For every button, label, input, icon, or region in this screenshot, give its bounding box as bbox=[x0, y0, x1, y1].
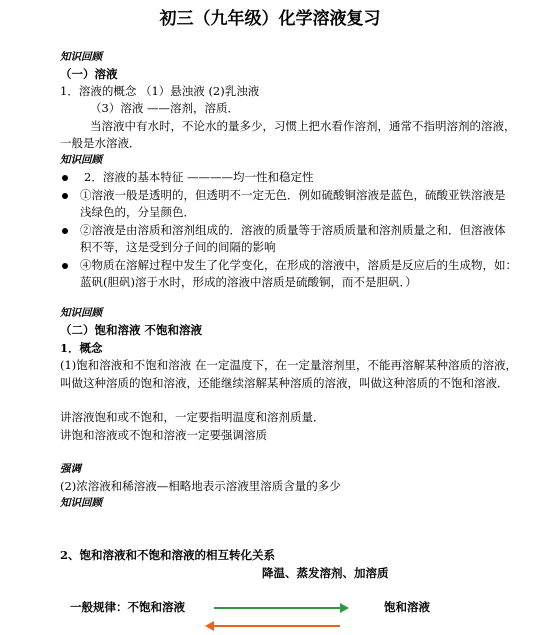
section-label: 知识回顾 bbox=[60, 154, 102, 166]
text-line: 一般是水溶液． bbox=[60, 136, 141, 150]
bullet-text: ④物质在溶解过程中发生了化学变化，在形成的溶液中，溶质是反应后的生成物，如： bbox=[80, 258, 517, 272]
text-line: (1)饱和溶液和不饱和溶液 在一定温度下，在一定量溶剂里，不能再溶解某种溶质的溶液， bbox=[60, 358, 517, 372]
section-heading: 2、饱和溶液和不饱和溶液的相互转化关系 bbox=[60, 548, 275, 562]
bullet-icon bbox=[62, 263, 68, 269]
section-label: 知识回顾 bbox=[60, 51, 102, 63]
text-line: 叫做这种溶质的饱和溶液，还能继续溶解某种溶质的溶液，叫做这种溶质的不饱和溶液． bbox=[60, 376, 509, 390]
state-unsaturated: 一般规律：不饱和溶液 bbox=[70, 600, 185, 614]
section-label: 知识回顾 bbox=[60, 497, 102, 509]
bullet-icon bbox=[62, 175, 68, 181]
section-label: 强调 bbox=[60, 463, 81, 475]
bullet-text: ②溶液是由溶质和溶剂组成的．溶液的质量等于溶质质量和溶剂质量之和．但溶液体 bbox=[80, 223, 506, 237]
text-line: （3）溶液 ——溶剂，溶质． bbox=[90, 101, 239, 115]
bullet-text: 浅绿色的，分呈颜色． bbox=[80, 205, 195, 219]
bullet-text: ①溶液一般是透明的，但透明不一定无色．例如硫酸铜溶液是蓝色，硫酸亚铁溶液是 bbox=[80, 188, 506, 202]
sub-heading: 1．概念 bbox=[60, 341, 103, 355]
section-heading: （二）饱和溶液 不饱和溶液 bbox=[60, 323, 203, 337]
page-title: 初三（九年级）化学溶液复习 bbox=[159, 9, 381, 29]
section-label: 知识回顾 bbox=[60, 307, 102, 319]
text-line: 讲饱和溶液或不饱和溶液一定要强调溶质 bbox=[60, 428, 267, 442]
bullet-icon bbox=[62, 193, 68, 199]
text-line: 1．溶液的概念 （1）悬浊液 (2)乳浊液 bbox=[60, 84, 260, 98]
text-line: (2)浓溶液和稀溶液—相略地表示溶液里溶质含量的多少 bbox=[60, 479, 341, 493]
bullet-icon bbox=[62, 228, 68, 234]
text-line: 当溶液中有水时，不论水的量多少，习惯上把水看作溶剂，通常不指明溶剂的溶液， bbox=[90, 119, 516, 133]
conversion-condition: 降温、蒸发溶剂、加溶质 bbox=[262, 566, 389, 580]
section-heading: （一）溶液 bbox=[60, 67, 118, 81]
bullet-text: 蓝矾(胆矾)溶于水时，形成的溶液中溶质是硫酸铜，而不是胆矾．） bbox=[80, 275, 417, 289]
state-saturated: 饱和溶液 bbox=[384, 600, 430, 614]
bullet-text: 积不等，这是受到分子间的间隔的影响 bbox=[80, 240, 276, 254]
bullet-text: 2．溶液的基本特征 ————均一性和稳定性 bbox=[84, 170, 314, 184]
text-line: 讲溶液饱和或不饱和，一定要指明温度和溶剂质量． bbox=[60, 410, 325, 424]
